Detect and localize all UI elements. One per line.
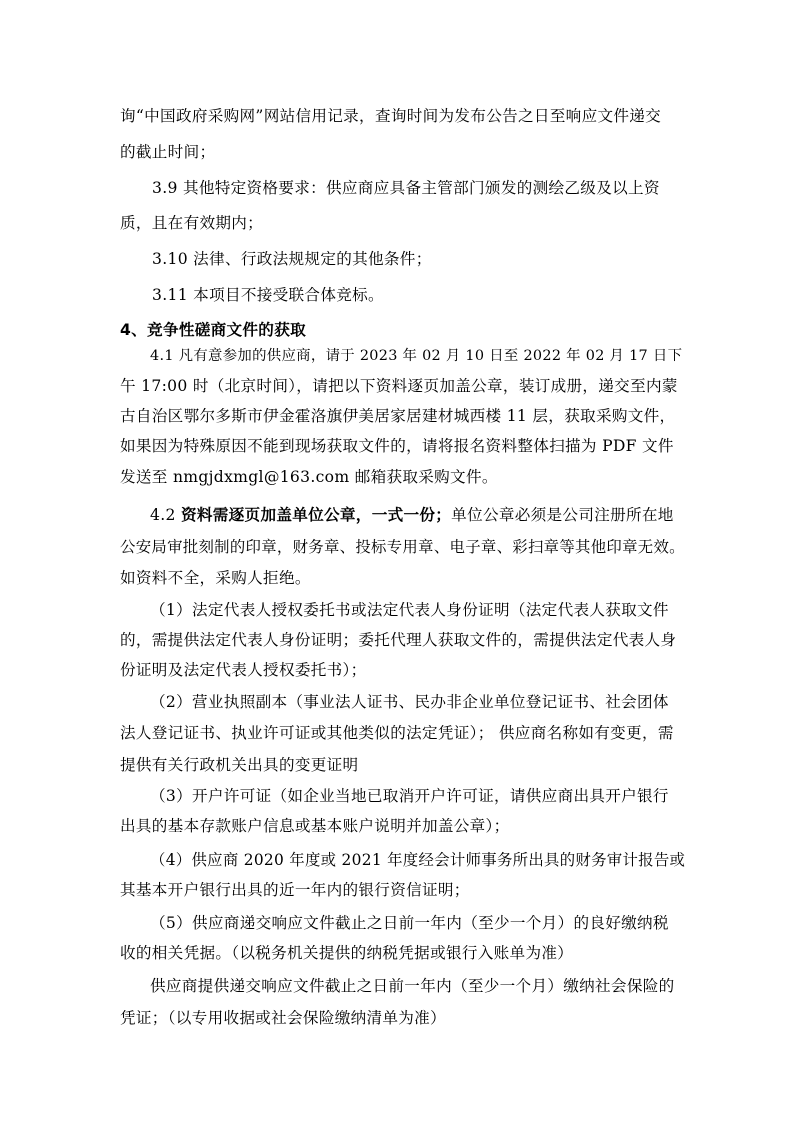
text-line: 询“中国政府采购网”网站信用记录，查询时间为发布公告之日至响应文件递交 <box>120 107 662 125</box>
text-line: （1）法定代表人授权委托书或法定代表人身份证明（法定代表人获取文件 <box>150 601 669 619</box>
text-line: 4.1 凡有意参加的供应商，请于 2023 年 02 月 10 日至 2022 年 02 月 17 日下 <box>150 348 683 364</box>
text-line: 收的相关凭据。（以税务机关提供的纳税凭据或银行入账单为准） <box>120 944 574 962</box>
section-heading: 4、竞争性磋商文件的获取 <box>120 321 306 339</box>
text-line: 3.10 法律、行政法规规定的其他条件； <box>152 250 432 268</box>
text-line: 如果因为特殊原因不能到现场获取文件的，请将报名资料整体扫描为 PDF 文件 <box>120 437 674 455</box>
text-line: （5）供应商递交响应文件截止之日前一年内（至少一个月）的良好缴纳税 <box>150 914 669 932</box>
text-line: 如资料不全，采购人拒绝。 <box>120 569 311 587</box>
text-line: 其基本开户银行出具的近一年内的银行资信证明； <box>120 881 470 899</box>
text-line: （2）营业执照副本（事业法人证书、民办非企业单位登记证书、社会团体 <box>150 693 669 711</box>
text-line: 发送至 nmgjdxmgl@163.com 邮箱获取采购文件。 <box>120 468 498 486</box>
text-line: 凭证；（以专用收据或社会保险缴纳清单为准） <box>120 1009 446 1027</box>
text-line <box>150 505 674 525</box>
text-line: 质，且在有效期内； <box>120 214 264 232</box>
text-line: 的，需提供法定代表人身份证明；委托代理人获取文件的，需提供法定代表人身 <box>120 631 677 649</box>
text-line: （3）开户许可证（如企业当地已取消开户许可证，请供应商出具开户银行 <box>150 787 669 805</box>
text-line: 提供有关行政机关出具的变更证明 <box>120 756 359 774</box>
text-line: 法人登记证书、执业许可证或其他类似的法定凭证）； 供应商名称如有变更，需 <box>120 724 674 742</box>
text-line: （4）供应商 2020 年度或 2021 年度经会计师事务所出具的财务审计报告或 <box>150 851 686 869</box>
text-line: 3.11 本项目不接受联合体竞标。 <box>152 286 384 304</box>
clause-number: 4.2 <box>150 506 181 524</box>
text-line: 的截止时间； <box>120 143 216 161</box>
text-line: 出具的基本存款账户信息或基本账户说明并加盖公章）； <box>120 817 510 835</box>
text-line: 份证明及法定代表人授权委托书）； <box>120 661 367 679</box>
clause-text: 单位公章必须是公司注册所在地 <box>451 506 674 524</box>
text-line: 午 17:00 时（北京时间），请把以下资料逐页加盖公章，装订成册，递交至内蒙 <box>120 377 678 395</box>
text-line: 公安局审批刻制的印章，财务章、投标专用章、电子章、彩扫章等其他印章无效。 <box>120 538 685 556</box>
text-line: 古自治区鄂尔多斯市伊金霍洛旗伊美居家居建材城西楼 11 层，获取采购文件， <box>120 407 676 425</box>
text-line: 3.9 其他特定资格要求：供应商应具备主管部门颁发的测绘乙级及以上资 <box>152 179 660 197</box>
bold-emphasis: 资料需逐页加盖单位公章，一式一份； <box>180 505 452 524</box>
text-line: 供应商提供递交响应文件截止之日前一年内（至少一个月）缴纳社会保险的 <box>150 977 675 995</box>
